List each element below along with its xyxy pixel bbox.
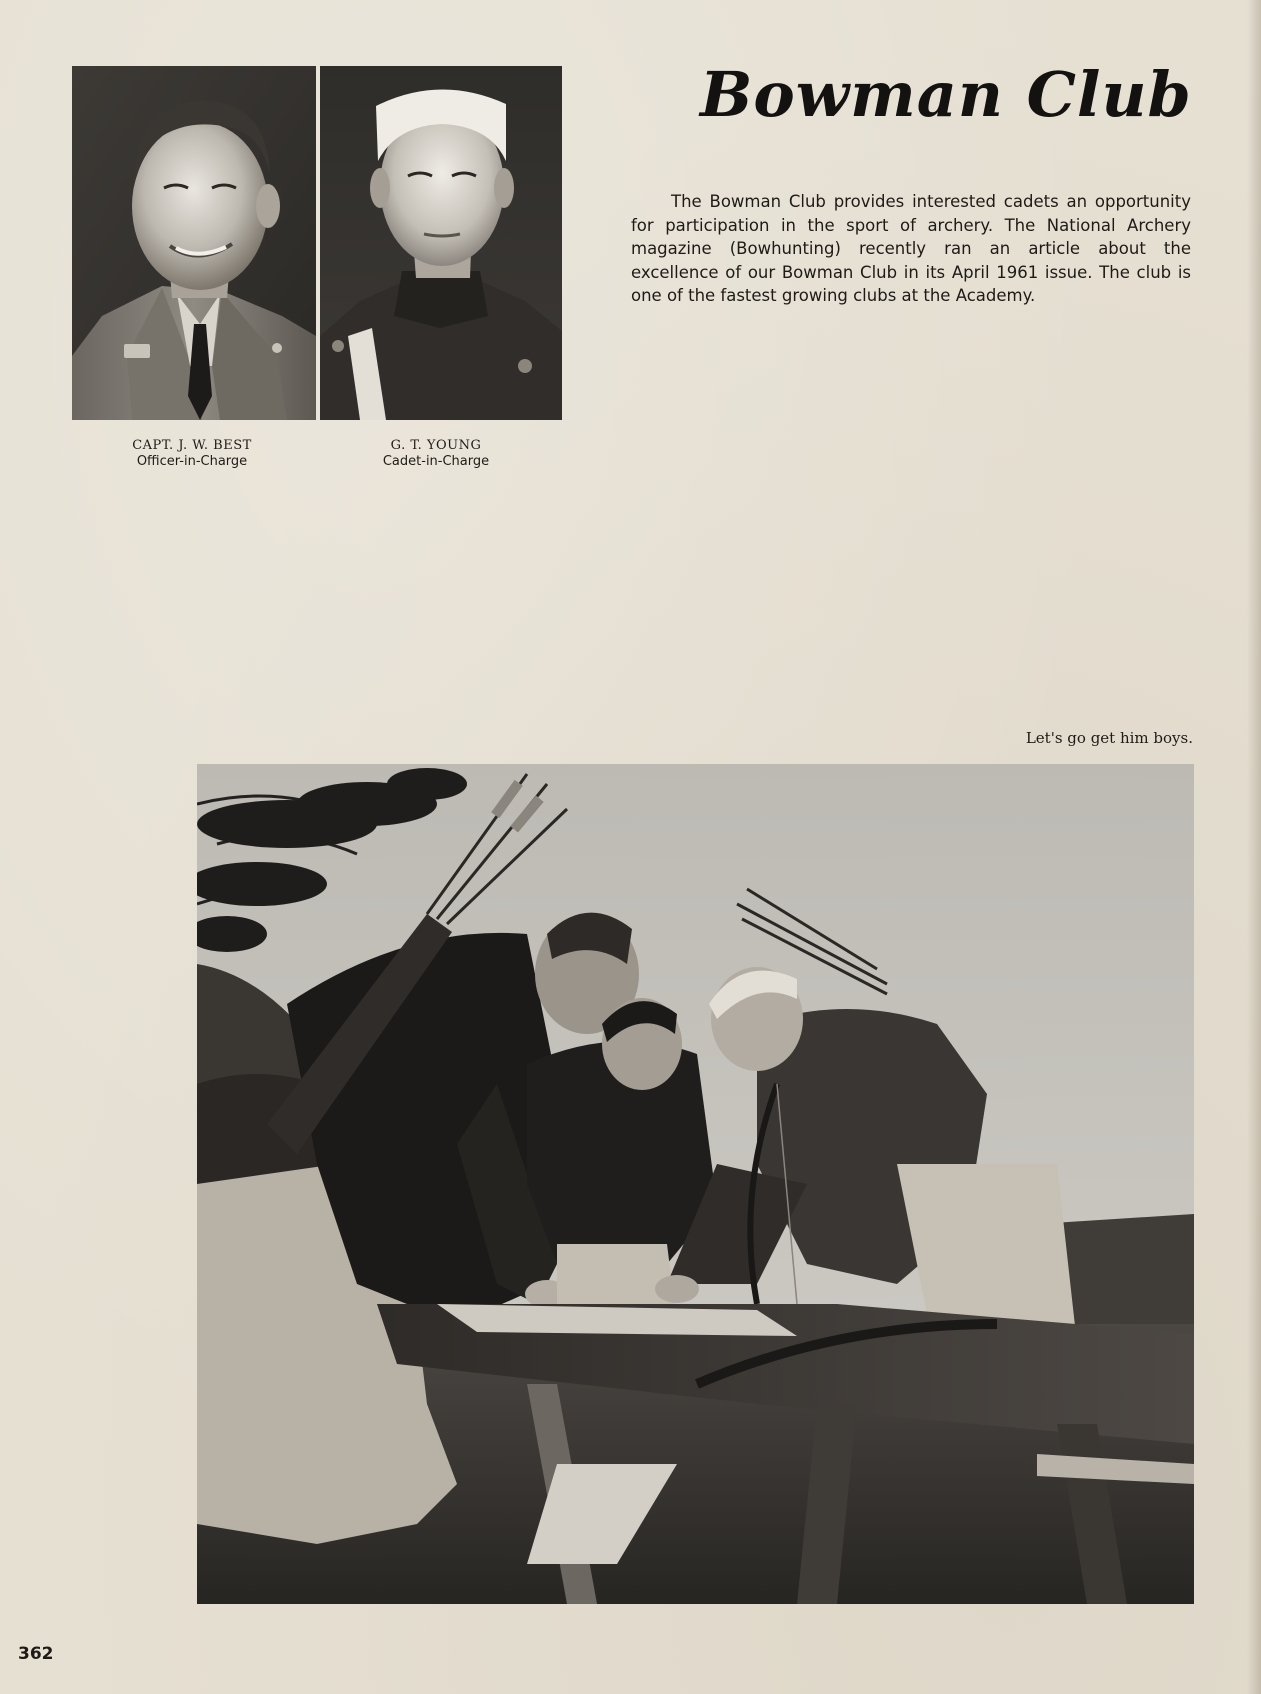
officer-caption [92,438,292,470]
officer-role: Officer-in-Charge [136,454,248,469]
cadet-role: Cadet-in-Charge [382,454,490,469]
club-description: The Bowman Club provides interested cadets an opportunity for participation in the sport of archery. The National Archery magazine (Bowhunting) recently ran an article about the excellence of our Bowman Club in its April 1961 issue. The club is one of the fastest growing clubs at the Academy. [631,192,1191,305]
cadet-caption [336,438,536,470]
page-edge-shadow [1247,0,1261,1694]
archery-group-photo [197,764,1194,1604]
officer-name: CAPT. J. W. BEST [132,438,252,453]
page-title: Bowman Club [700,58,1192,131]
cadet-name: G. T. YOUNG [390,438,482,453]
officer-portrait-photo [72,66,316,420]
page-number: 362 [18,1644,54,1664]
photo-caption: Let's go get him boys. [1025,729,1193,747]
cadet-portrait-photo [320,66,562,420]
